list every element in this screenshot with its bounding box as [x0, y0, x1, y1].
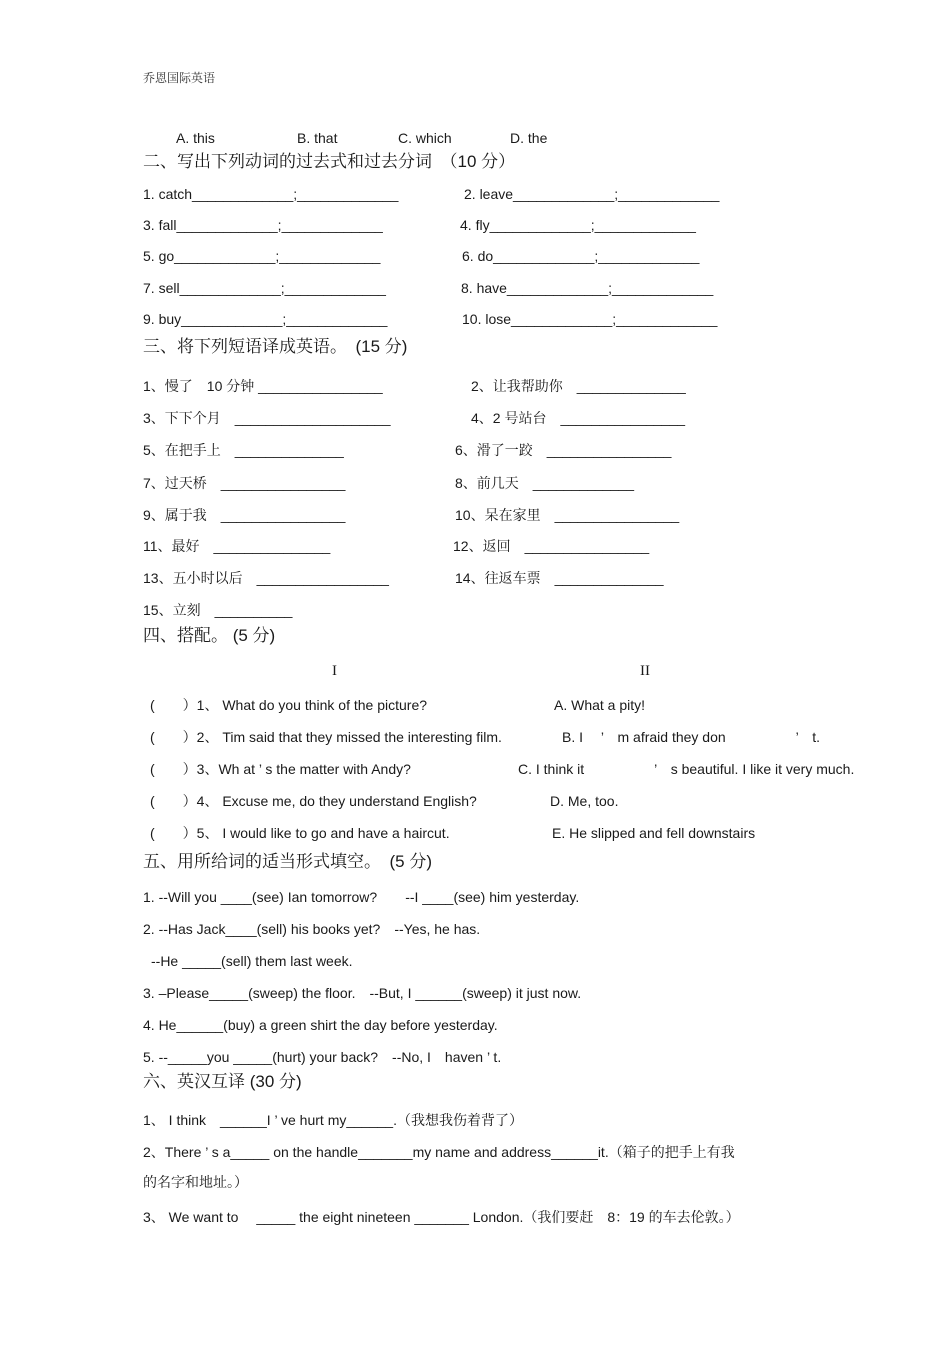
fill-line: 3. –Please_____(sweep) the floor. --But, I ______(sweep) it just now.: [143, 985, 582, 1001]
section3-title: 三、将下列短语译成英语。 (15 分): [143, 337, 408, 356]
phrase-item: 10、呆在家里 ________________: [455, 507, 680, 523]
option-b: B. that: [297, 130, 338, 146]
phrase-item: 8、前几天 _____________: [455, 475, 635, 491]
verb-item: 10. lose_____________;_____________: [462, 311, 718, 327]
verb-item: 6. do_____________;_____________: [462, 248, 700, 264]
verb-item: 8. have_____________;_____________: [461, 280, 714, 296]
match-answer: E. He slipped and fell downstairs: [552, 825, 756, 841]
phrase-item: 14、往返车票 ______________: [455, 570, 664, 586]
match-answer: A. What a pity!: [554, 697, 646, 713]
phrase-item: 9、属于我 ________________: [143, 507, 346, 523]
fill-line: 5. --_____you _____(hurt) your back? --No, I haven ’ t.: [143, 1049, 502, 1065]
option-d: D. the: [510, 130, 548, 146]
fill-line: 4. He______(buy) a green shirt the day before yesterday.: [143, 1017, 498, 1033]
phrase-item: 13、五小时以后 _________________: [143, 570, 389, 586]
section5-title: 五、用所给词的适当形式填空。 (5 分): [143, 852, 432, 871]
fill-line: --He _____(sell) them last week.: [151, 953, 353, 969]
option-a: A. this: [176, 130, 215, 146]
column-header-2: II: [640, 663, 650, 679]
phrase-item: 3、下下个月 ____________________: [143, 410, 391, 426]
match-answer: D. Me, too.: [550, 793, 619, 809]
match-answer: C. I think it ’ s beautiful. I like it very much.: [518, 761, 855, 777]
section2-title: 二、写出下列动词的过去式和过去分词 （10 分）: [143, 152, 516, 171]
phrase-item: 11、最好 _______________: [143, 538, 331, 554]
section6-title: 六、英汉互译 (30 分): [143, 1072, 302, 1091]
phrase-item: 1、慢了 10 分钟 ________________: [143, 378, 383, 394]
match-question: ( ）3、Wh at ’ s the matter with Andy?: [150, 761, 411, 777]
translate-line: 1、 I think ______I ’ ve hurt my______.（我想我伤着背了）: [143, 1112, 523, 1128]
translate-line: 的名字和地址。）: [143, 1174, 248, 1190]
column-header-1: I: [332, 663, 337, 679]
verb-item: 5. go_____________;_____________: [143, 248, 381, 264]
phrase-item: 5、在把手上 ______________: [143, 442, 344, 458]
translate-line: 3、 We want to _____ the eight nineteen _______ London.（我们要赶 8：19 的车去伦敦。）: [143, 1209, 740, 1225]
page-header: 乔恩国际英语: [143, 71, 216, 85]
match-question: ( ）4、 Excuse me, do they understand English?: [150, 793, 477, 809]
phrase-item: 4、2 号站台 ________________: [471, 410, 686, 426]
translate-line: 2、There ’ s a_____ on the handle_______my name and address______it.（箱子的把手上有我: [143, 1144, 735, 1160]
verb-item: 9. buy_____________;_____________: [143, 311, 388, 327]
verb-item: 3. fall_____________;_____________: [143, 217, 383, 233]
option-c: C. which: [398, 130, 452, 146]
phrase-item: 2、让我帮助你 ______________: [471, 378, 686, 394]
fill-line: 2. --Has Jack____(sell) his books yet? --Yes, he has.: [143, 921, 481, 937]
section4-title: 四、搭配。 (5 分): [143, 626, 276, 645]
phrase-item: 6、滑了一跤 ________________: [455, 442, 672, 458]
verb-item: 2. leave_____________;_____________: [464, 186, 720, 202]
match-question: ( ）2、 Tim said that they missed the interesting film.: [150, 729, 502, 745]
phrase-item: 7、过天桥 ________________: [143, 475, 346, 491]
verb-item: 4. fly_____________;_____________: [460, 217, 696, 233]
match-question: ( ）5、 I would like to go and have a haircut.: [150, 825, 450, 841]
verb-item: 1. catch_____________;_____________: [143, 186, 399, 202]
fill-line: 1. --Will you ____(see) Ian tomorrow? --I ____(see) him yesterday.: [143, 889, 580, 905]
verb-item: 7. sell_____________;_____________: [143, 280, 386, 296]
phrase-item: 12、返回 ________________: [453, 538, 650, 554]
match-question: ( ）1、 What do you think of the picture?: [150, 697, 428, 713]
phrase-item: 15、立刻 __________: [143, 602, 293, 618]
match-answer: B. I ’ m afraid they don ’ t.: [562, 729, 821, 745]
